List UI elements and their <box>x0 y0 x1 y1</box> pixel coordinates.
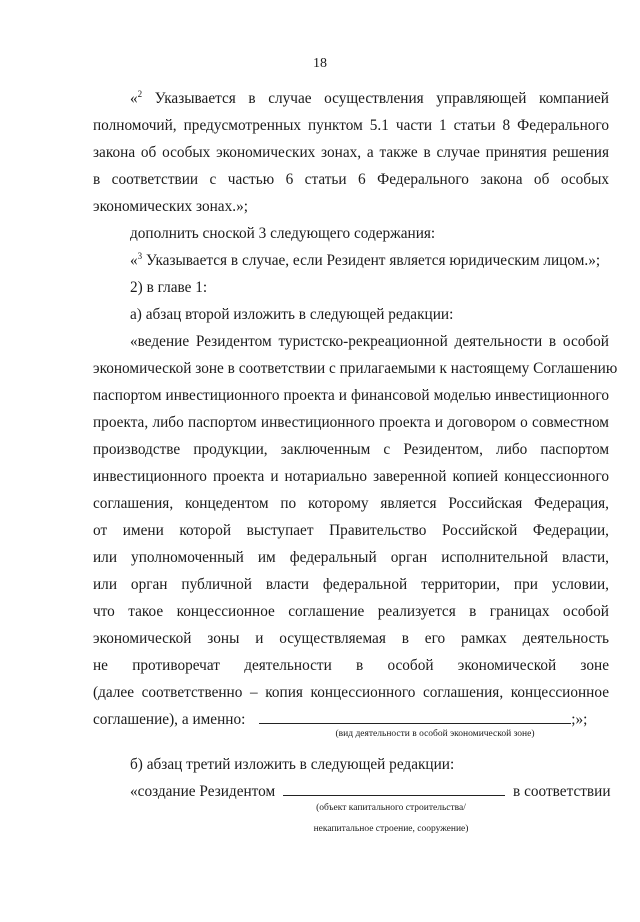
para-a-line-4: проекта, либо паспортом инвестиционного проекта и договором о совместном <box>93 414 609 431</box>
para-a-line-13: не противоречат деятельности в особой экономической зоне <box>93 657 609 674</box>
para-a-line-5: производстве продукции, заключенным с Резидентом, либо паспортом <box>93 441 609 458</box>
para-a-line-11: что такое концессионное соглашение реализуется в границах особой <box>93 603 609 620</box>
para-a-line-12: экономической зоны и осуществляемая в его рамках деятельность <box>93 630 609 647</box>
footnote2-line-3: закона об особых экономических зонах, а также в случае принятия решения <box>93 144 609 161</box>
footnote2-line-1 <box>130 90 609 108</box>
footnote3-text: Указывается в случае, если Резидент является юридическим лицом.»; <box>142 252 601 269</box>
para-a-line-10: или орган публичной власти федеральной территории, при условии, <box>93 576 609 593</box>
para-b-suffix: в соответствии <box>513 783 611 800</box>
para-a-line-14: (далее соответственно – копия концессионного соглашения, концессионное <box>93 684 609 701</box>
object-caption-line-1: (объект капитального строительства/ <box>316 803 466 813</box>
activity-blank-field[interactable] <box>259 722 571 724</box>
footnote2-line-5: экономических зонах.»; <box>93 198 248 215</box>
footnote2-line-2: полномочий, предусмотренных пунктом 5.1 части 1 статьи 8 Федерального <box>93 117 609 134</box>
para-a-line-2: экономической зоне в соответствии с прилагаемыми к настоящему Соглашению <box>93 360 618 377</box>
object-caption-line-2: некапитальное строение, сооружение) <box>313 824 469 834</box>
page-number: 18 <box>313 56 327 71</box>
para-a-intro: а) абзац второй изложить в следующей редакции: <box>130 306 454 323</box>
quote-open: « <box>130 252 138 269</box>
para-b-intro: б) абзац третий изложить в следующей редакции: <box>130 756 455 773</box>
para-a-line-7: соглашения, концедентом по которому является Российская Федерация, <box>93 495 609 512</box>
chapter-line: 2) в главе 1: <box>130 279 208 296</box>
footnote2-text-1: Указывается в случае осуществления управляющей компанией <box>142 90 609 107</box>
para-a-line-1: «ведение Резидентом туристско-рекреационной деятельности в особой <box>130 333 609 350</box>
para-a-line-9: или уполномоченный им федеральный орган исполнительной власти, <box>93 549 609 566</box>
para-b-prefix: «создание Резидентом <box>130 783 276 800</box>
para-a-line-6: инвестиционного проекта и нотариально заверенной копией концессионного <box>93 468 609 485</box>
footnote2-marker: 2 <box>137 89 143 99</box>
para-b-line <box>130 783 609 801</box>
quote-open: « <box>130 90 138 107</box>
para-a-last-prefix: соглашение), а именно: <box>93 711 246 728</box>
para-a-line-3: паспортом инвестиционного проекта и финансовой моделью инвестиционного <box>93 387 609 404</box>
para-a-line-8: от имени которой выступает Правительство Российской Федерации, <box>93 522 609 539</box>
object-blank-field[interactable] <box>283 794 505 796</box>
supplement-line: дополнить сноской 3 следующего содержания: <box>130 225 436 242</box>
para-a-last-suffix: ;»; <box>571 711 588 728</box>
footnote3-marker: 3 <box>137 251 143 261</box>
para-a-last-line <box>93 711 609 729</box>
footnote2-line-4: в соответствии с частью 6 статьи 6 Федерального закона об особых <box>93 171 609 188</box>
footnote3-line <box>130 252 600 270</box>
activity-caption: (вид деятельности в особой экономической зоне) <box>335 729 535 739</box>
